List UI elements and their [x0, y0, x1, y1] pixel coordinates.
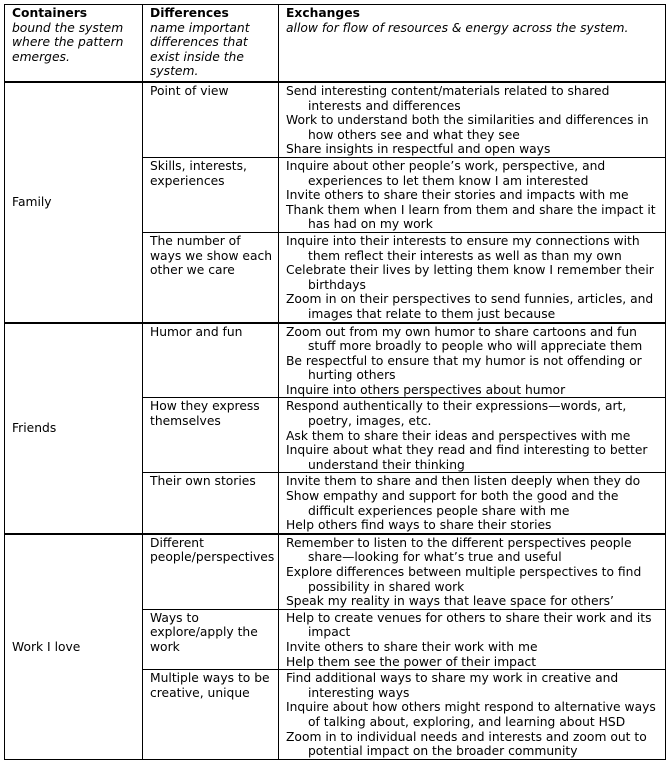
container-cell: Work I love: [5, 534, 143, 759]
difference-cell: Ways to explore/apply the work: [143, 609, 279, 669]
exchanges-cell: [279, 232, 666, 322]
exchange-item: Zoom out from my own humor to share cartoons and fun stuff more broadly to people who will appreciate them: [286, 324, 643, 354]
exchange-item: Help them see the power of their impact: [286, 654, 537, 669]
header-differences: [143, 5, 279, 83]
exchange-item: Invite them to share and then listen deeply when they do: [286, 474, 641, 489]
exchange-item: Find additional ways to share my work in creative and interesting ways: [286, 671, 619, 700]
exchange-item: Inquire into others perspectives about humor: [286, 382, 566, 397]
exchange-item: Show empathy and support for both the good and the difficult experiences people share with me: [286, 489, 619, 518]
header-exchanges: [279, 5, 666, 83]
difference-cell: Their own stories: [143, 473, 279, 534]
table-row: [5, 323, 666, 398]
exchanges-cell: [279, 323, 666, 398]
header-subtitle: bound the system where the pattern emerges.: [12, 20, 124, 64]
table-row: [5, 82, 666, 157]
exchanges-cell: [279, 82, 666, 157]
container-cell: Friends: [5, 323, 143, 534]
header-row: [5, 5, 666, 83]
exchange-item: Send interesting content/materials related to shared interests and differences: [286, 84, 610, 113]
header-containers: [5, 5, 143, 83]
exchanges-cell: [279, 473, 666, 534]
exchange-item: Inquire about what they read and find interesting to better understand their thinking: [286, 443, 648, 472]
patterns-table: [4, 4, 666, 760]
exchange-item: Respond authentically to their expressions—words, art, poetry, images, etc.: [286, 399, 627, 429]
exchange-item: Speak my reality in ways that leave space for others’: [286, 594, 614, 609]
difference-cell: How they express themselves: [143, 398, 279, 473]
exchange-item: Help to create venues for others to share their work and its impact: [286, 610, 652, 640]
exchange-item: Inquire about how others might respond to alternative ways of talking about, exploring, and learning about HSD: [286, 700, 656, 729]
exchanges-cell: [279, 670, 666, 760]
difference-cell: The number of ways we show each other we care: [143, 232, 279, 322]
difference-cell: Multiple ways to be creative, unique: [143, 670, 279, 760]
exchange-item: Ask them to share their ideas and perspectives with me: [286, 428, 631, 443]
exchanges-cell: [279, 157, 666, 232]
header-title: Differences: [150, 6, 229, 20]
difference-cell: Humor and fun: [143, 323, 279, 398]
exchanges-cell: [279, 534, 666, 609]
difference-cell: Point of view: [143, 82, 279, 157]
exchange-item: Remember to listen to the different perspectives people share—looking for what’s true and useful: [286, 535, 632, 565]
exchanges-cell: [279, 398, 666, 473]
exchange-item: Be respectful to ensure that my humor is not offending or hurting others: [286, 353, 642, 383]
difference-cell: Different people/perspectives: [143, 534, 279, 609]
difference-cell: Skills, interests, experiences: [143, 157, 279, 232]
exchange-item: Zoom in to individual needs and interests and zoom out to potential impact on the broader community: [286, 729, 647, 759]
exchange-item: Celebrate their lives by letting them know I remember their birthdays: [286, 263, 654, 292]
exchanges-cell: [279, 609, 666, 669]
exchange-item: Help others find ways to share their stories: [286, 518, 552, 533]
exchange-item: Inquire about other people’s work, perspective, and experiences to let them know I am interested: [286, 158, 606, 188]
exchange-item: Share insights in respectful and open ways: [286, 142, 551, 157]
header-title: Exchanges: [286, 6, 360, 20]
exchange-item: Invite others to share their stories and impacts with me: [286, 188, 629, 203]
exchange-item: Invite others to share their work with me: [286, 639, 538, 654]
exchange-item: Thank them when I learn from them and share the impact it has had on my work: [286, 202, 656, 232]
table-row: [5, 534, 666, 609]
container-cell: Family: [5, 82, 143, 323]
exchange-item: Zoom in on their perspectives to send funnies, articles, and images that relate to them just because: [286, 292, 654, 321]
exchange-item: Inquire into their interests to ensure my connections with them reflect their interests as well as than my own: [286, 233, 640, 263]
header-title: Containers: [12, 6, 88, 20]
exchange-item: Work to understand both the similarities and differences in how others see and what they see: [286, 113, 649, 142]
exchange-item: Explore differences between multiple perspectives to find possibility in shared work: [286, 565, 642, 594]
header-subtitle: name important differences that exist inside the system.: [150, 20, 250, 79]
header-subtitle: allow for flow of resources & energy across the system.: [286, 20, 629, 35]
